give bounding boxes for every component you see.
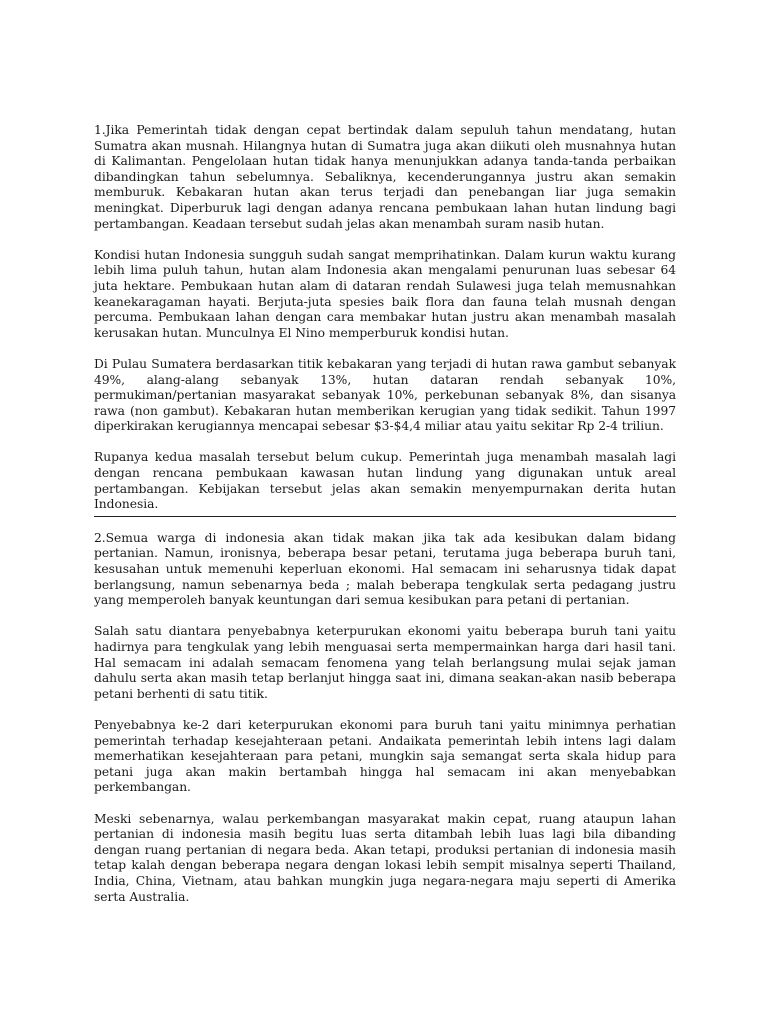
paragraph-agriculture-1: 2.Semua warga di indonesia akan tidak makan jika tak ada kesibukan dalam bidang pertanian. Namun, ironisnya, beberapa besar petani, terutama juga beberapa buruh tani, kesusahan untuk memenuhi keperluan ekonomi. Hal semacam ini seharusnya tidak dapat berlangsung, namun sebenarnya beda ; malah beberapa tengkulak serta pedagang justru yang memperoleh banyak keuntungan dari semua kesibukan para petani di pertanian. [94,530,676,608]
section-agriculture [94,531,676,905]
section-divider [94,516,676,517]
paragraph-agriculture-3: Penyebabnya ke-2 dari keterpurukan ekonomi para buruh tani yaitu minimnya perhatian pemerintah terhadap kesejahteraan petani. Andaikata pemerintah lebih intens lagi dalam memerhatikan kesejahteraan para petani, mungkin saja semangat serta skala hidup para petani juga akan makin bertambah hingga hal semacam ini akan menyebabkan perkembangan. [94,717,676,795]
paragraph-forest-3: Di Pulau Sumatera berdasarkan titik kebakaran yang terjadi di hutan rawa gambut sebanyak 49%, alang-alang sebanyak 13%, hutan dataran rendah sebanyak 10%, permukiman/pertanian masyarakat sebanyak 10%, perkebunan sebanyak 8%, dan sisanya rawa (non gambut). Kebakaran hutan memberikan kerugian yang tidak sedikit. Tahun 1997 diperkirakan kerugiannya mencapai sebesar $3-$4,4 miliar atau yaitu sekitar Rp 2-4 triliun. [94,356,676,434]
paragraph-forest-2: Kondisi hutan Indonesia sungguh sudah sangat memprihatinkan. Dalam kurun waktu kurang lebih lima puluh tahun, hutan alam Indonesia akan mengalami penurunan luas sebesar 64 juta hektare. Pembukaan hutan alam di dataran rendah Sulawesi juga telah memusnahkan keanekaragaman hayati. Berjuta-juta spesies baik flora dan fauna telah musnah dengan percuma. Pembukaan lahan dengan cara membakar hutan justru akan menambah masalah kerusakan hutan. Munculnya El Nino memperburuk kondisi hutan. [94,247,676,340]
paragraph-agriculture-2: Salah satu diantara penyebabnya keterpurukan ekonomi yaitu beberapa buruh tani yaitu hadirnya para tengkulak yang lebih menguasai serta mempermainkan harga dari hasil tani. Hal semacam ini adalah semacam fenomena yang telah berlangsung mulai sejak jaman dahulu serta akan masih tetap berlanjut hingga saat ini, dimana seakan-akan nasib beberapa petani berhenti di satu titik. [94,624,676,701]
section-forest [94,123,676,513]
paragraph-agriculture-4: Meski sebenarnya, walau perkembangan masyarakat makin cepat, ruang ataupun lahan pertanian di indonesia masih begitu luas serta ditambah lebih luas lagi bila dibanding dengan ruang pertanian di negara beda. Akan tetapi, produksi pertanian di indonesia masih tetap kalah dengan beberapa negara dengan lokasi lebih sempit misalnya seperti Thailand, India, China, Vietnam, atau bahkan mungkin juga negara-negara maju seperti di Amerika serta Australia. [94,811,676,904]
paragraph-forest-1: 1.Jika Pemerintah tidak dengan cepat bertindak dalam sepuluh tahun mendatang, hutan Sumatra akan musnah. Hilangnya hutan di Sumatra juga akan diikuti oleh musnahnya hutan di Kalimantan. Pengelolaan hutan tidak hanya menunjukkan adanya tanda-tanda perbaikan dibandingkan tahun sebelumnya. Sebaliknya, kecenderungannya justru akan semakin memburuk. Kebakaran hutan akan terus terjadi dan penebangan liar juga semakin meningkat. Diperburuk lagi dengan adanya rencana pembukaan lahan hutan lindung bagi pertambangan. Keadaan tersebut sudah jelas akan menambah suram nasib hutan. [94,123,676,231]
document-page [94,123,676,905]
paragraph-forest-4: Rupanya kedua masalah tersebut belum cukup. Pemerintah juga menambah masalah lagi dengan rencana pembukaan kawasan hutan lindung yang digunakan untuk areal pertambangan. Kebijakan tersebut jelas akan semakin menyempurnakan derita hutan Indonesia. [94,450,676,512]
